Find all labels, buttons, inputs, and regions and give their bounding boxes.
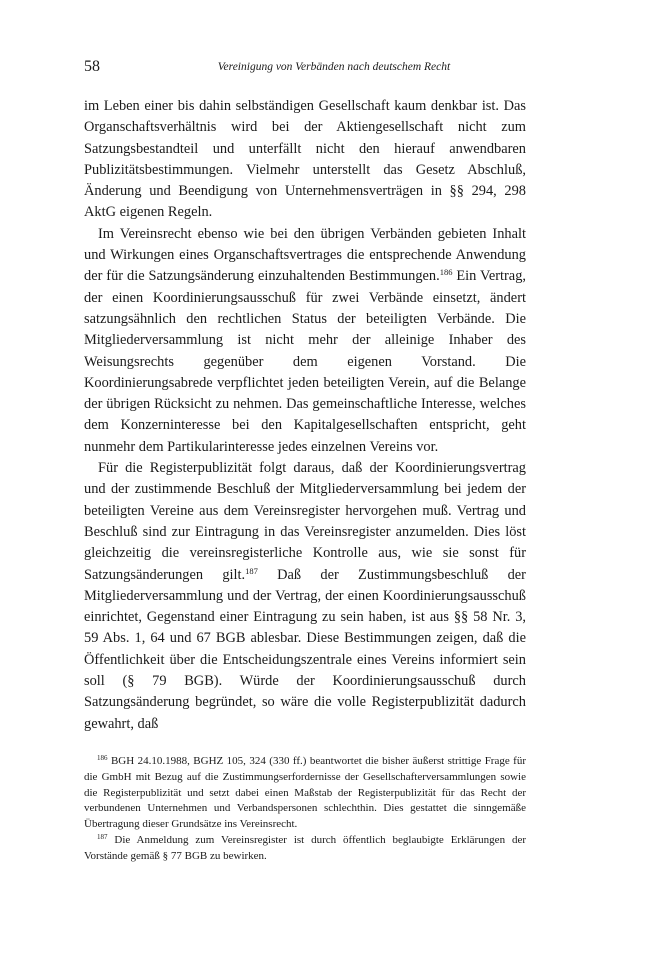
footnotes bbox=[84, 754, 526, 865]
paragraph-3-text-a: Für die Registerpublizität folgt daraus, daß der Koordinierungsvertrag und der zustimmende Beschluß der Mitgliederversammlung bei jedem der beteiligten Vereine aus dem Vereinsregister hervorgehen muß. Vertrag und Beschluß sind zur Eintragung in das Vereinsregister anzumelden. Dies löst gleichzeitig die vereinsregisterliche Kontrolle aus, wie sie sonst für Satzungsänderungen gilt. bbox=[84, 460, 526, 583]
paragraph-2-text-a: Im Vereinsrecht ebenso wie bei den übrigen Verbänden gebieten Inhalt und Wirkungen eines Organschaftsvertrages die entsprechende Anwendung der für die Satzungsänderung einzuhaltenden Bestimmungen. bbox=[84, 225, 526, 285]
paragraph-1 bbox=[84, 96, 526, 224]
page-header bbox=[84, 58, 526, 82]
book-page bbox=[84, 58, 526, 864]
footnote-number: 187 bbox=[97, 832, 108, 841]
paragraph-3 bbox=[84, 458, 526, 735]
footnote-number: 186 bbox=[97, 753, 108, 762]
footnote-ref-186: 186 bbox=[439, 267, 453, 278]
footnote-186 bbox=[84, 754, 526, 833]
footnote-ref-187: 187 bbox=[245, 565, 258, 576]
body-text bbox=[84, 96, 526, 735]
paragraph-3-text-b: Daß der Zustimmungsbeschluß der Mitgliederversammlung und der Vertrag, der einen Koordinierungsausschuß einrichtet, Gegenstand einer Eintragung zu sein haben, ist aus §§ 58 Nr. 3, 59 Abs. 1, 64 und 67 BGB ablesbar. Diese Bestimmungen zeigen, daß die Öffentlichkeit über die Entscheidungszentrale eines Vereins informiert sein soll (§ 79 BGB). Würde der Koordinierungsausschuß durch Satzungsänderung begründet, so wäre die volle Registerpublizität dadurch gewahrt, daß bbox=[84, 566, 526, 732]
footnote-text: BGH 24.10.1988, BGHZ 105, 324 (330 ff.) beantwortet die bisher äußerst strittige Frage für die GmbH mit Bezug auf die Zustimmungserfordernisse der Gesellschafterversammlungen sowie die Registerpublizität und setzt dabei einen Maßstab der Registerpublizität für das Recht der verbundenen Unternehmen und Verbandspersonen schlechthin. Dies gestattet die sinngemäße Übertragung dieser Grundsätze ins Vereinsrecht. bbox=[84, 754, 526, 831]
page-number: 58 bbox=[84, 58, 100, 75]
footnote-text: Die Anmeldung zum Vereinsregister ist durch öffentlich beglaubigte Erklärungen der Vorstände gemäß § 77 BGB zu bewirken. bbox=[84, 833, 526, 862]
footnote-187 bbox=[84, 833, 526, 865]
paragraph-2-text-b: Ein Vertrag, der einen Koordinierungsausschuß für zwei Verbände einsetzt, ändert satzungsähnlich den rechtlichen Status der beteiligten Verbände. Die Mitgliederversammlung ist nicht mehr der alleinige Inhaber des Weisungsrechts gegenüber dem eigenen Vorstand. Die Koordinierungsabrede verpflichtet jeden beteiligten Verein, auf die Belange der übrigen Rücksicht zu nehmen. Das gemeinschaftliche Interesse, welches dem Konzerninteresse bei den Kapitalgesellschaften entspricht, geht nunmehr dem Partikularinteresse jedes einzelnen Vereins vor. bbox=[84, 268, 526, 455]
paragraph-2 bbox=[84, 224, 526, 458]
running-head: Vereinigung von Verbänden nach deutschem Recht bbox=[217, 61, 451, 73]
paragraph-1-text: im Leben einer bis dahin selbständigen Gesellschaft kaum denkbar ist. Das Organschaftsverhältnis wird bei der Aktiengesellschaft nicht zum Satzungsbestandteil und unterfällt nicht den hierauf anwendbaren Publizitätsbestimmungen. Vielmehr unterstellt das Gesetz Abschluß, Änderung und Beendigung von Unternehmensverträgen in §§ 294, 298 AktG eigenen Regeln. bbox=[84, 98, 526, 221]
